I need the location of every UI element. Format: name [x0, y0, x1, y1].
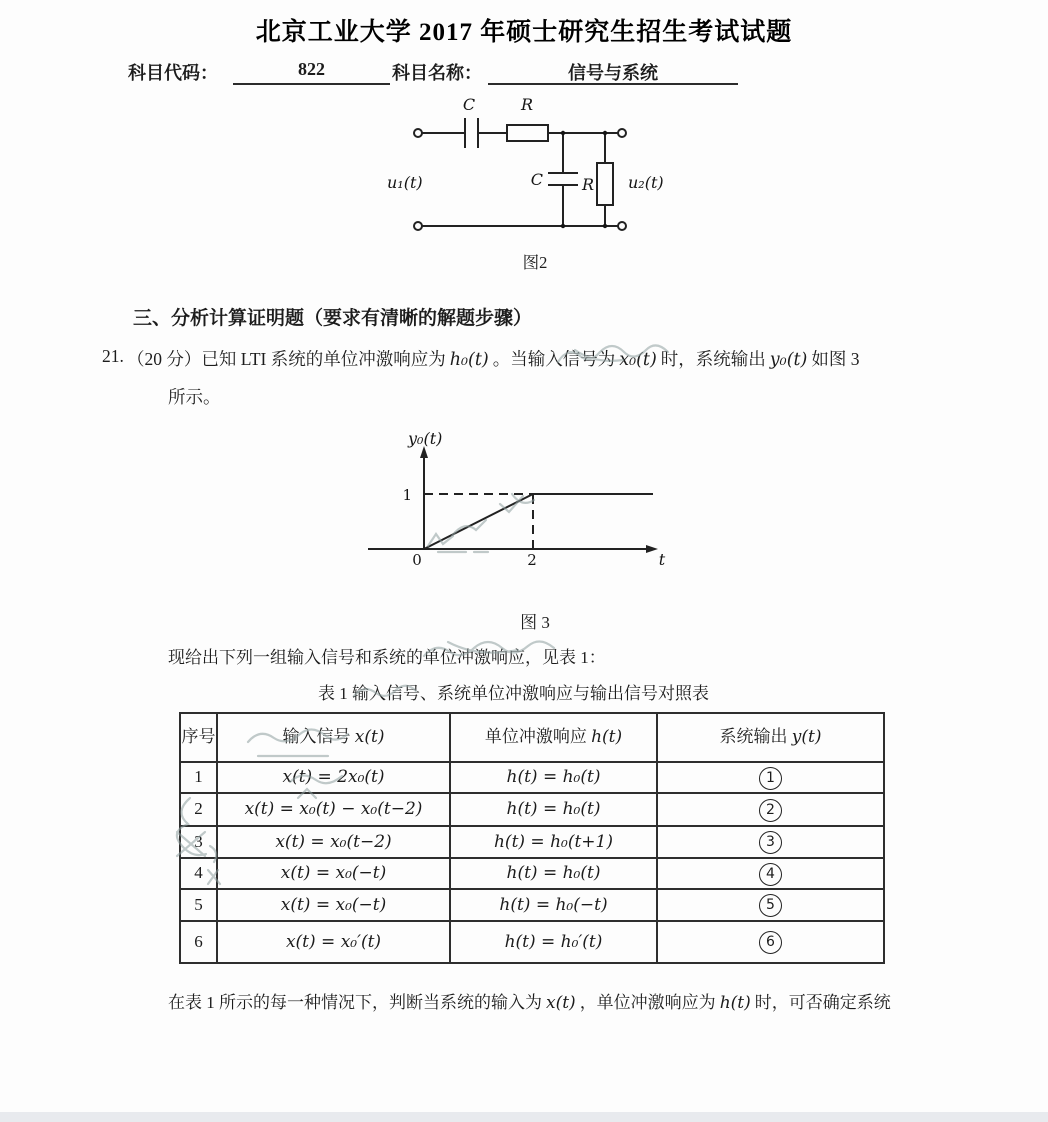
junction-dot: [561, 131, 565, 135]
figure3-y-tick-1: 1: [402, 486, 412, 504]
problem21-seg4: 如图 3: [811, 349, 860, 369]
header-impulse-response-math: h(t): [591, 727, 623, 748]
subject-code-value: 822: [233, 59, 390, 85]
closing-math-h: h(t): [719, 993, 751, 1013]
row6-output: [657, 921, 884, 963]
header-input-signal: [217, 713, 450, 762]
header-input-signal-math: x(t): [354, 727, 385, 748]
circled-number: 4: [759, 863, 782, 886]
table-row: [180, 858, 884, 889]
row3-output: [657, 826, 884, 858]
row1-output: [657, 762, 884, 793]
closing-math-x: x(t): [546, 993, 576, 1013]
row4-no: 4: [180, 858, 217, 889]
header-input-signal-text: 输入信号: [282, 727, 351, 747]
row6-impulse: h(t) = h₀′(t): [450, 921, 657, 963]
row2-impulse: h(t) = h₀(t): [450, 793, 657, 826]
table-header-row: [180, 713, 884, 762]
row3-impulse: h(t) = h₀(t+1): [450, 826, 657, 858]
subject-code-label: 科目代码：: [128, 63, 218, 83]
subject-name-label: 科目名称：: [392, 63, 482, 83]
table1-caption: 表 1 输入信号、系统单位冲激响应与输出信号对照表: [318, 684, 709, 703]
header-impulse-response-text: 单位冲激响应: [484, 727, 587, 747]
ramp-segment: [424, 494, 533, 549]
circled-number: 1: [759, 767, 782, 790]
problem21-math-y0: y₀(t): [769, 350, 808, 370]
row5-impulse: h(t) = h₀(−t): [450, 889, 657, 921]
circled-number: 3: [759, 831, 782, 854]
junction-dot: [603, 131, 607, 135]
output-terminal-top: [618, 129, 626, 137]
output-voltage-label: u₂(t): [628, 173, 664, 192]
table1-intro: 现给出下列一组输入信号和系统的单位冲激响应，见表 1：: [168, 648, 606, 667]
header-system-output: [657, 713, 884, 762]
row5-input: x(t) = x₀(−t): [217, 889, 450, 921]
series-resistor-label: R: [520, 95, 534, 114]
problem21-text-line1: [127, 346, 860, 371]
figure3-graph: [350, 428, 672, 570]
closing-seg1: 在表 1 所示的每一种情况下，判断当系统的输入为: [168, 993, 542, 1012]
closing-text: [168, 988, 891, 1013]
row2-input: x(t) = x₀(t) − x₀(t−2): [217, 793, 450, 826]
page-title: 北京工业大学 2017 年硕士研究生招生考试试题: [255, 19, 793, 46]
table-row: [180, 889, 884, 921]
figure2-caption: 图2: [522, 253, 548, 272]
page-bottom-edge: [0, 1112, 1048, 1122]
problem21-math-h0: h₀(t): [449, 350, 489, 370]
header-impulse-response: [450, 713, 657, 762]
circled-number: 5: [759, 894, 782, 917]
series-resistor-symbol: [507, 125, 548, 141]
row3-no: 3: [180, 826, 217, 858]
table1: [179, 712, 885, 964]
header-no: 序号: [180, 713, 217, 762]
row2-no: 2: [180, 793, 217, 826]
problem21-seg2: 。当输入信号为: [492, 349, 616, 369]
row3-input: x(t) = x₀(t−2): [217, 826, 450, 858]
junction-dot: [603, 224, 607, 228]
closing-seg3: 时，可否确定系统: [754, 993, 891, 1012]
row1-input: x(t) = 2x₀(t): [217, 762, 450, 793]
row6-no: 6: [180, 921, 217, 963]
table-row: [180, 793, 884, 826]
row5-output: [657, 889, 884, 921]
row1-no: 1: [180, 762, 217, 793]
shunt-resistor-symbol: [597, 163, 613, 205]
shunt-resistor-label: R: [581, 175, 594, 194]
problem21-text-line2: 所示。: [168, 387, 221, 407]
header-system-output-text: 系统输出: [719, 727, 788, 747]
series-capacitor-label: C: [462, 95, 476, 114]
input-voltage-label: u₁(t): [387, 173, 423, 192]
figure3-caption: 图 3: [520, 613, 550, 632]
row2-output: [657, 793, 884, 826]
x-axis-arrow: [646, 545, 658, 553]
figure3-y-axis-label: y₀(t): [408, 429, 443, 448]
table-row: [180, 826, 884, 858]
output-terminal-bottom: [618, 222, 626, 230]
shunt-capacitor-label: C: [530, 170, 543, 189]
section3-heading: 三、分析计算证明题（要求有清晰的解题步骤）: [133, 308, 533, 329]
problem21-math-x0: x₀(t): [619, 350, 657, 370]
figure3-origin-label: 0: [412, 551, 422, 569]
row4-input: x(t) = x₀(−t): [217, 858, 450, 889]
row5-no: 5: [180, 889, 217, 921]
table-row: [180, 762, 884, 793]
closing-seg2: ，单位冲激响应为: [579, 993, 716, 1012]
row4-output: [657, 858, 884, 889]
problem21-seg3: 时，系统输出: [660, 349, 766, 369]
circled-number: 2: [759, 799, 782, 822]
row4-impulse: h(t) = h₀(t): [450, 858, 657, 889]
circled-number: 6: [759, 931, 782, 954]
figure3-x-axis-label: t: [658, 550, 666, 569]
problem21-seg1: （20 分）已知 LTI 系统的单位冲激响应为: [127, 349, 446, 369]
table-row: [180, 921, 884, 963]
row6-input: x(t) = x₀′(t): [217, 921, 450, 963]
header-system-output-math: y(t): [791, 727, 822, 748]
junction-dot: [561, 224, 565, 228]
figure3-x-tick-2: 2: [527, 551, 537, 569]
subject-name-value: 信号与系统: [488, 59, 738, 85]
input-terminal-bottom: [414, 222, 422, 230]
row1-impulse: h(t) = h₀(t): [450, 762, 657, 793]
input-terminal-top: [414, 129, 422, 137]
problem21-number: 21.: [102, 346, 124, 366]
